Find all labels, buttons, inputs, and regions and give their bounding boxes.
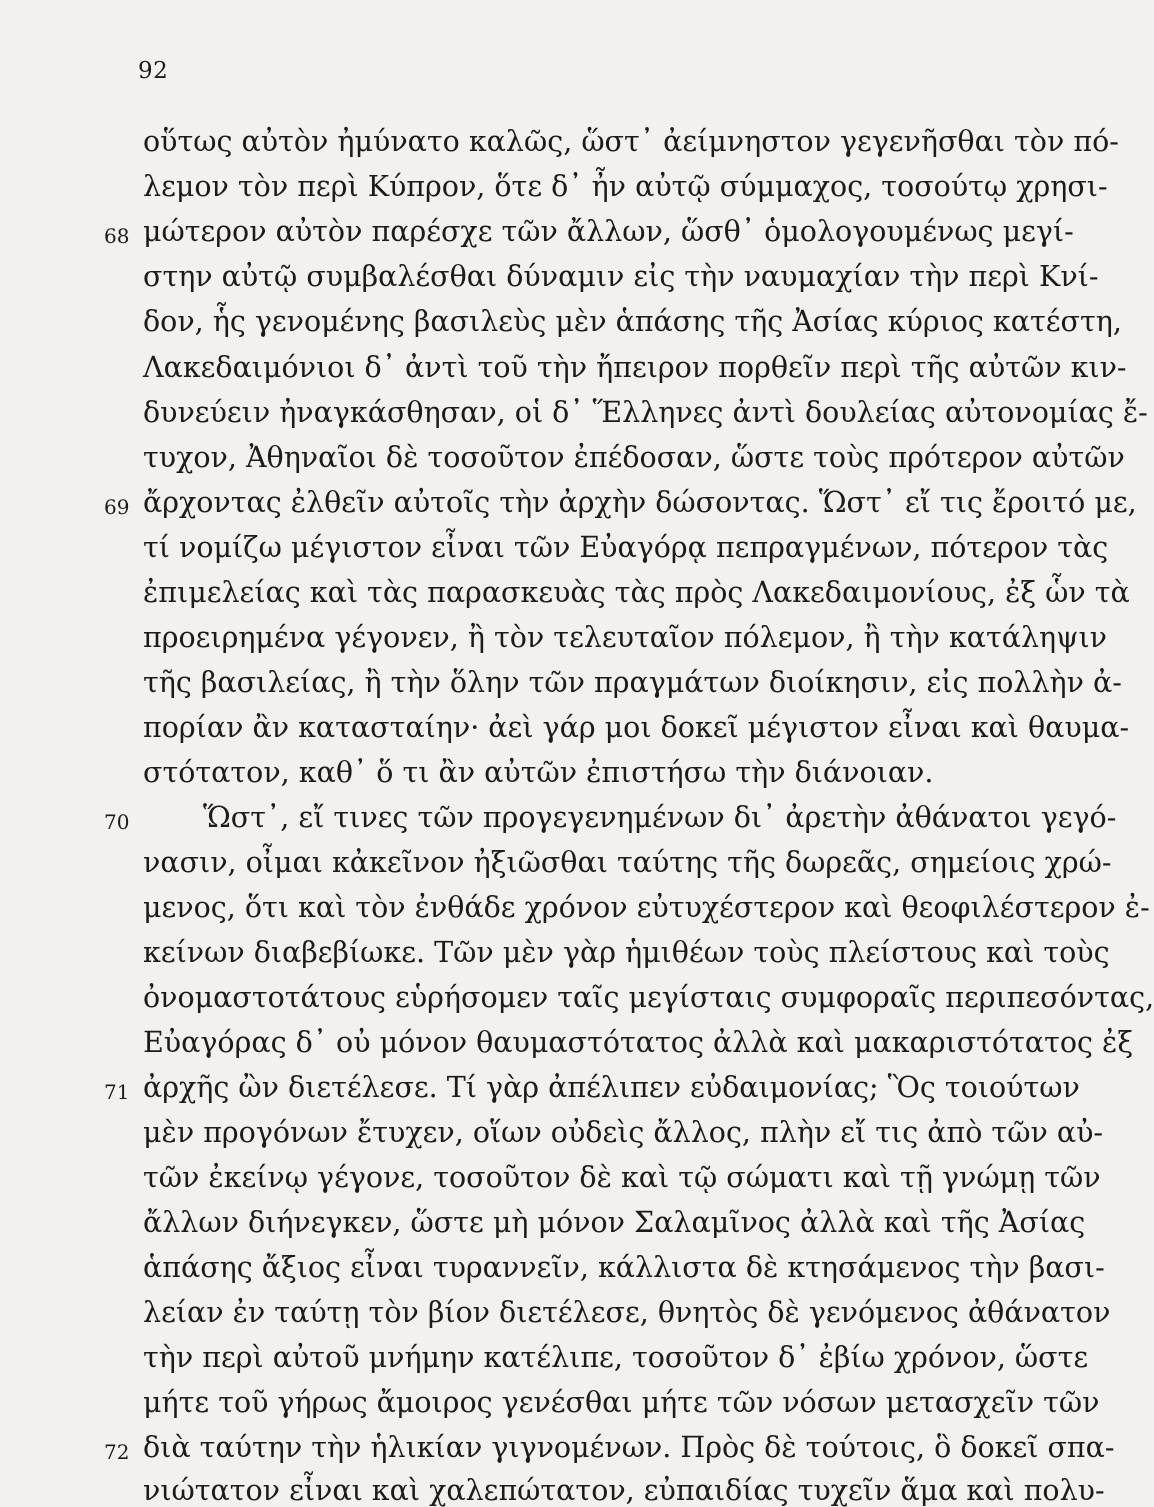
text-line: ἁπάσης ἄξιος εἶναι τυραννεῖν, κάλλιστα δὲ κτησάμενος τὴν βασι- [143, 1251, 1105, 1284]
text-line: νιώτατον εἶναι καὶ χαλεπώτατον, εὐπαιδίας τυχεῖν ἅμα καὶ πολυ- [143, 1474, 1105, 1507]
text-line: λείαν ἐν ταύτῃ τὸν βίον διετέλεσε, θνητὸς δὲ γενόμενος ἀθάνατον [143, 1296, 1111, 1329]
text-line: στότατον, καθ᾽ ὅ τι ἂν αὐτῶν ἐπιστήσω τὴν διάνοιαν. [143, 756, 934, 789]
text-line: οὕτως αὐτὸν ἠμύνατο καλῶς, ὥστ᾽ ἀείμνηστον γεγενῆσθαι τὸν πό- [143, 125, 1119, 158]
text-line: τυχον, Ἀθηναῖοι δὲ τοσοῦτον ἐπέδοσαν, ὥστε τοὺς πρότερον αὐτῶν [143, 441, 1125, 474]
text-line: ἄρχοντας ἐλθεῖν αὐτοῖς τὴν ἀρχὴν δώσοντας. Ὥστ᾽ εἴ τις ἔροιτό με, [143, 486, 1137, 519]
text-line: ἄλλων διήνεγκεν, ὥστε μὴ μόνον Σαλαμῖνος ἀλλὰ καὶ τῆς Ἀσίας [143, 1206, 1086, 1239]
text-line: τῆς βασιλείας, ἢ τὴν ὅλην τῶν πραγμάτων διοίκησιν, εἰς πολλὴν ἀ- [143, 666, 1122, 699]
text-line: ἀρχῆς ὢν διετέλεσε. Τί γὰρ ἀπέλιπεν εὐδαιμονίας; Ὃς τοιούτων [143, 1071, 1080, 1104]
text-line: μενος, ὅτι καὶ τὸν ἐνθάδε χρόνον εὐτυχέστερον καὶ θεοφιλέστερον ἐ- [143, 891, 1150, 924]
text-line: δυνεύειν ἠναγκάσθησαν, οἱ δ᾽ Ἕλληνες ἀντὶ δουλείας αὐτονομίας ἔ- [143, 396, 1148, 429]
text-line: νασιν, οἶμαι κἀκεῖνον ἠξιῶσθαι ταύτης τῆς δωρεᾶς, σημείοις χρώ- [143, 846, 1112, 879]
text-line: τῶν ἐκείνῳ γέγονε, τοσοῦτον δὲ καὶ τῷ σώματι καὶ τῇ γνώμῃ τῶν [143, 1161, 1101, 1194]
text-line: ὀνομαστοτάτους εὑρήσομεν ταῖς μεγίσταις συμφοραῖς περιπεσόντας, [143, 981, 1154, 1014]
text-line: λεμον τὸν περὶ Κύπρον, ὅτε δ᾽ ἦν αὐτῷ σύμμαχος, τοσούτῳ χρησι- [143, 170, 1108, 203]
text-line: Ὥστ᾽, εἴ τινες τῶν προγεγενημένων δι᾽ ἀρετὴν ἀθάνατοι γεγό- [203, 801, 1117, 834]
text-line: μώτερον αὐτὸν παρέσχε τῶν ἄλλων, ὥσθ᾽ ὁμολογουμένως μεγί- [143, 215, 1074, 248]
section-number: 69 [104, 495, 130, 519]
text-line: Λακεδαιμόνιοι δ᾽ ἀντὶ τοῦ τὴν ἤπειρον πορθεῖν περὶ τῆς αὐτῶν κιν- [143, 351, 1127, 384]
section-number: 70 [104, 810, 130, 834]
text-line: Εὐαγόρας δ᾽ οὐ μόνον θαυμαστότατος ἀλλὰ καὶ μακαριστότατος ἐξ [143, 1026, 1134, 1059]
text-line: μὲν προγόνων ἔτυχεν, οἵων οὐδεὶς ἄλλος, πλὴν εἴ τις ἀπὸ τῶν αὐ- [143, 1116, 1104, 1149]
text-line: διὰ ταύτην τὴν ἡλικίαν γιγνομένων. Πρὸς δὲ τούτοις, ὃ δοκεῖ σπα- [143, 1431, 1115, 1464]
text-line: προειρημένα γέγονεν, ἢ τὸν τελευταῖον πόλεμον, ἢ τὴν κατάληψιν [143, 621, 1107, 654]
text-line: μήτε τοῦ γήρως ἄμοιρος γενέσθαι μήτε τῶν νόσων μετασχεῖν τῶν [143, 1386, 1100, 1419]
text-line: δον, ἧς γενομένης βασιλεὺς μὲν ἁπάσης τῆς Ἀσίας κύριος κατέστη, [143, 305, 1122, 338]
section-number: 72 [104, 1440, 130, 1464]
page-number: 92 [138, 58, 169, 84]
section-number: 71 [104, 1080, 130, 1104]
text-line: στην αὐτῷ συμβαλέσθαι δύναμιν εἰς τὴν ναυμαχίαν τὴν περὶ Κνί- [143, 260, 1099, 293]
text-line: τί νομίζω μέγιστον εἶναι τῶν Εὐαγόρᾳ πεπραγμένων, πότερον τὰς [143, 531, 1109, 564]
text-line: ἐπιμελείας καὶ τὰς παρασκευὰς τὰς πρὸς Λακεδαιμονίους, ἐξ ὧν τὰ [143, 576, 1130, 609]
section-number: 68 [104, 224, 130, 248]
text-line: τὴν περὶ αὐτοῦ μνήμην κατέλιπε, τοσοῦτον δ᾽ ἐβίω χρόνον, ὥστε [143, 1341, 1089, 1374]
text-line: κείνων διαβεβίωκε. Τῶν μὲν γὰρ ἡμιθέων τοὺς πλείστους καὶ τοὺς [143, 936, 1110, 969]
text-line: πορίαν ἂν κατασταίην· ἀεὶ γάρ μοι δοκεῖ μέγιστον εἶναι καὶ θαυμα- [143, 711, 1130, 744]
